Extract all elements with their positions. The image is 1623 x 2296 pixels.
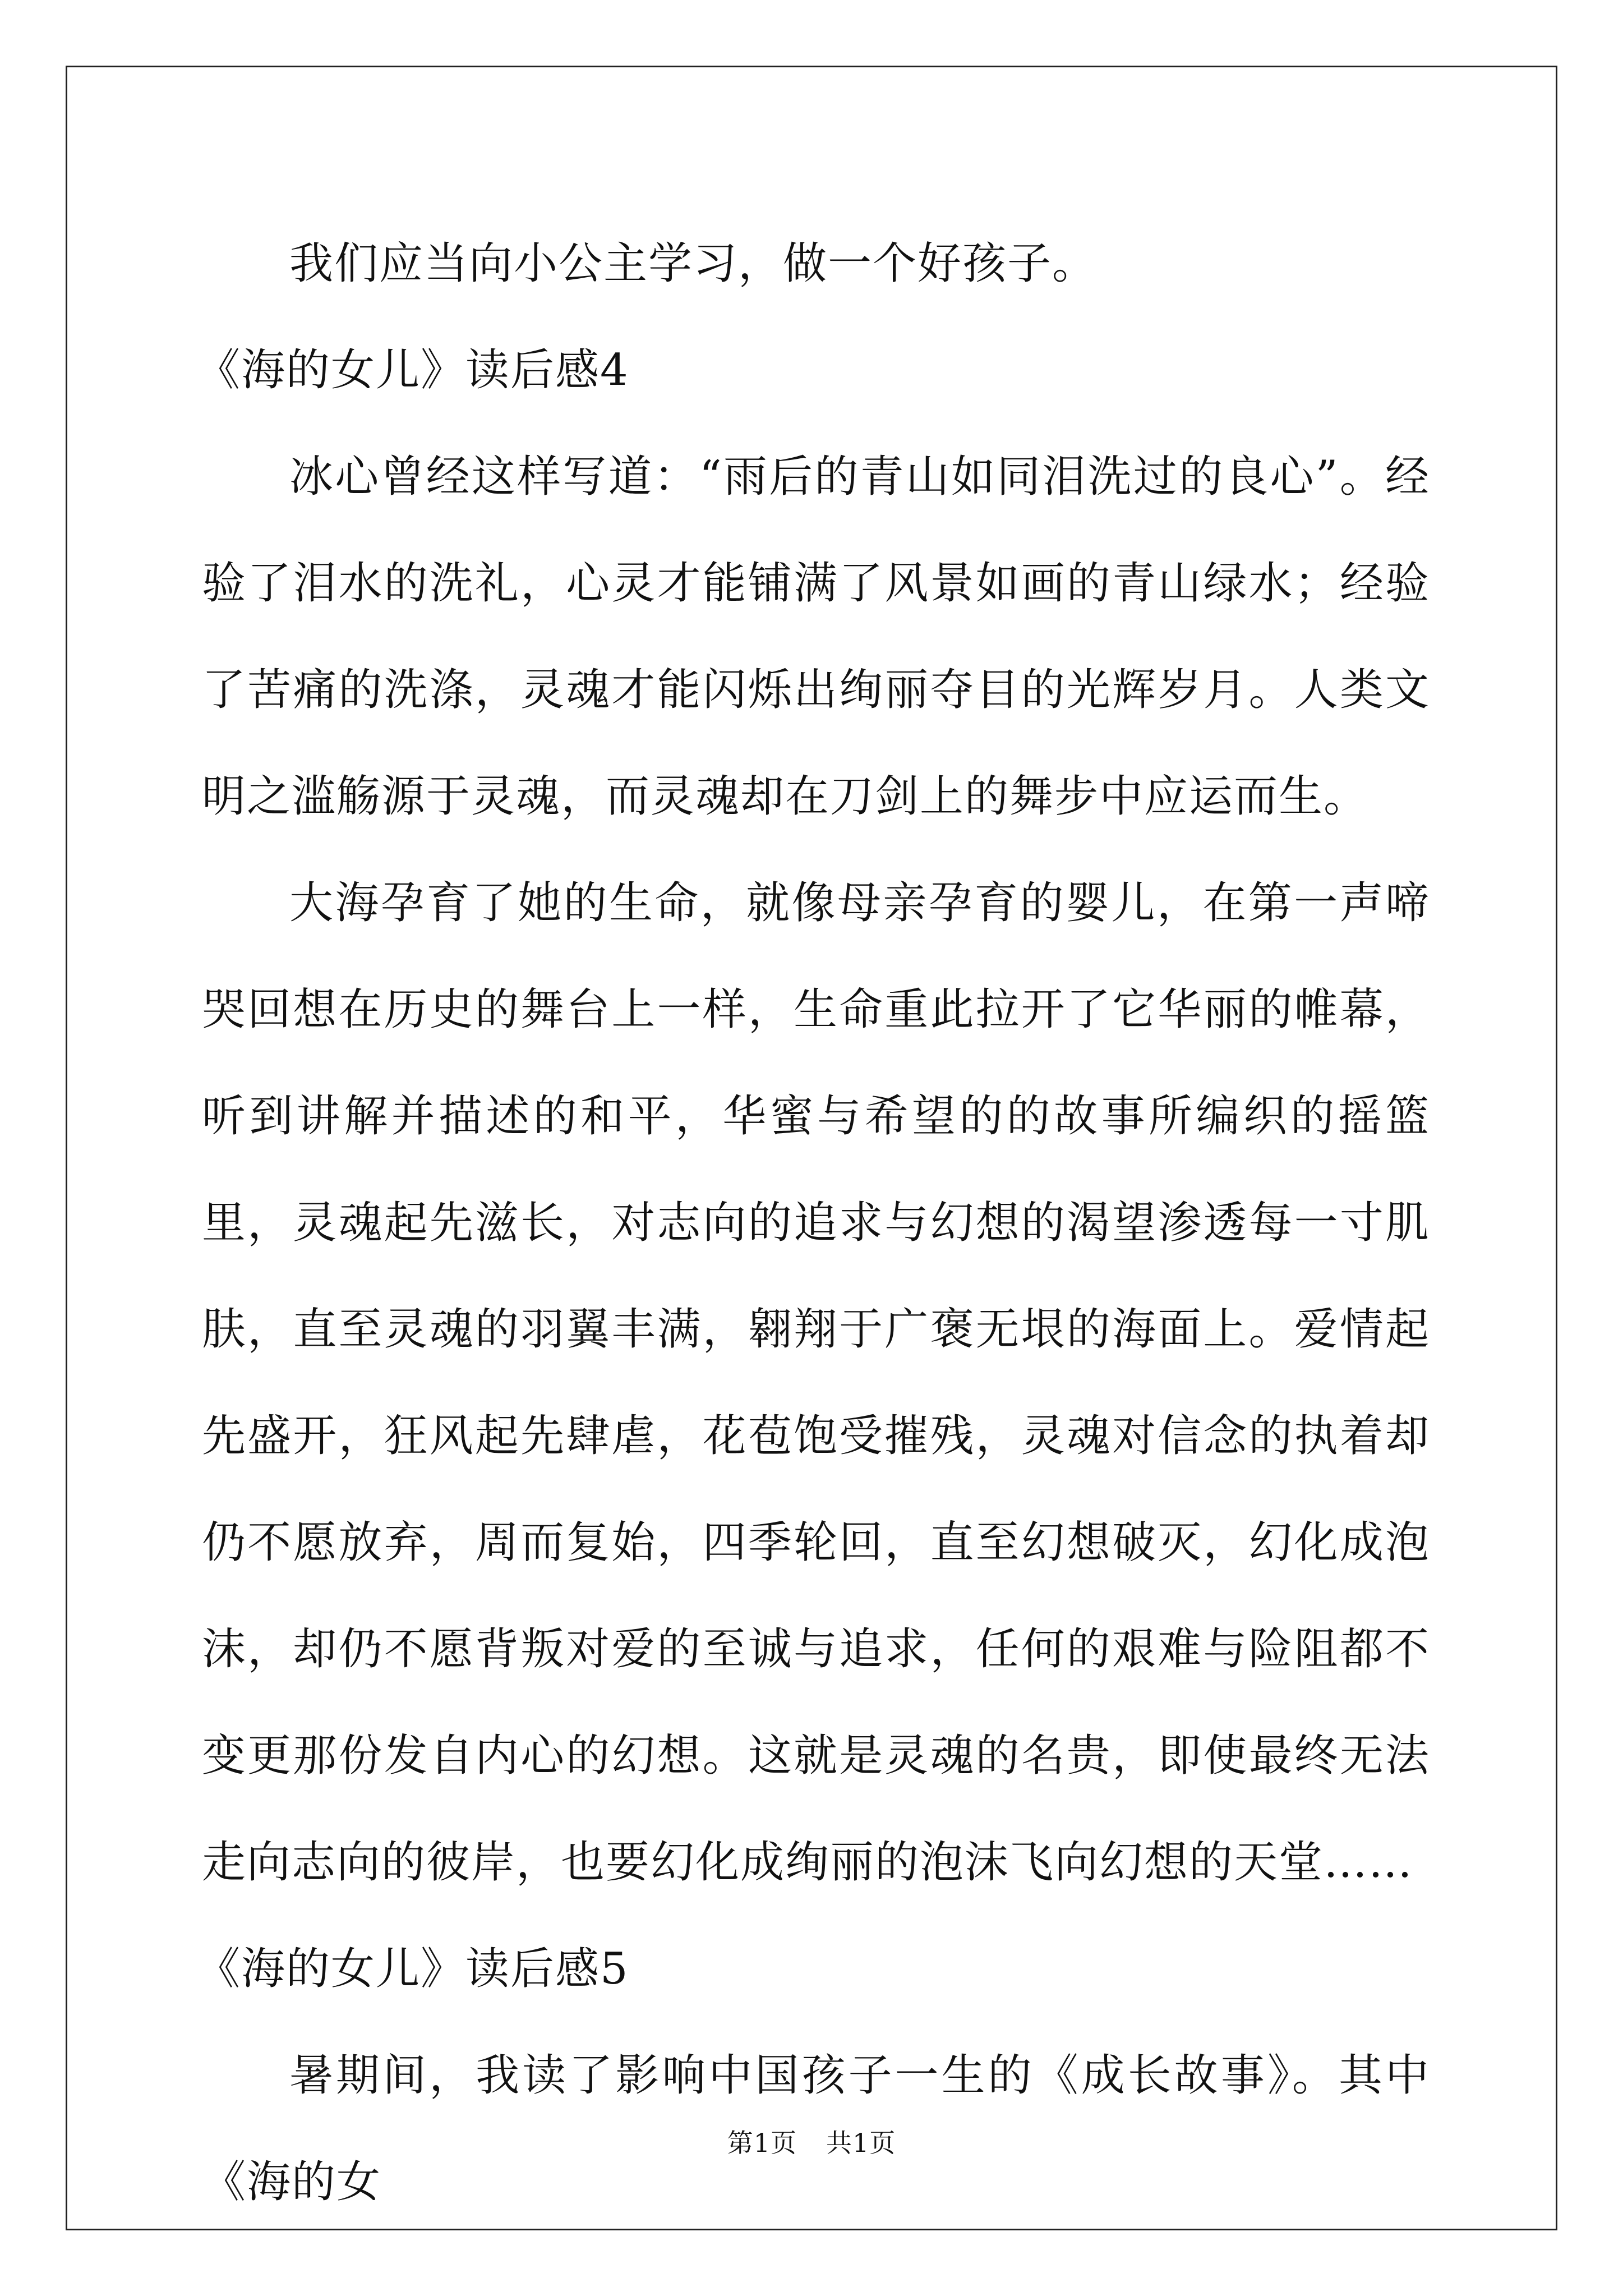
section-heading-4: 《海的女儿》读后感4 xyxy=(196,345,629,395)
paragraph-summer-reading: 暑期间，我读了影响中国孩子一生的《成长故事》。其中《海的女 xyxy=(202,2050,1430,2207)
page-total: 共1页 xyxy=(826,2128,896,2158)
paragraph-sea-soul: 大海孕育了她的生命，就像母亲孕育的婴儿，在第一声啼哭回想在历史的舞台上一样，生命重此拉开了它华丽的帷幕，听到讲解并描述的和平，华蜜与希望的的故事所编织的摇篮里，灵魂起先滋长，对志向的追求与幻想的渴望渗透每一寸肌肤，直至灵魂的羽翼丰满，翱翔于广褒无垠的海面上。爱情起先盛开，狂风起先肆虐，花苞饱受摧残，灵魂对信念的执着却仍不愿放弃，周而复始，四季轮回，直至幻想破灭，幻化成泡沫，却仍不愿背叛对爱的至诚与追求，任何的艰难与险阻都不变更那份发自内心的幻想。这就是灵魂的名贵，即使最终无法走向志向的彼岸，也要幻化成绚丽的泡沫飞向幻想的天堂…… xyxy=(202,878,1430,1888)
paragraph-bingxin-quote: 冰心曾经这样写道：“雨后的青山如同泪洗过的良心”。经验了泪水的洗礼，心灵才能铺满了风景如画的青山绿水；经验了苦痛的洗涤，灵魂才能闪烁出绚丽夺目的光辉岁月。人类文明之滥觞源于灵魂，而灵魂却在刀剑上的舞步中应运而生。 xyxy=(202,452,1430,822)
page-number: 第1页 xyxy=(727,2128,797,2158)
document-body xyxy=(196,210,1430,2235)
section-heading-5: 《海的女儿》读后感5 xyxy=(196,1944,629,1994)
paragraph-closing: 我们应当向小公主学习，做一个好孩子。 xyxy=(289,238,1098,289)
page-footer xyxy=(0,2126,1623,2160)
